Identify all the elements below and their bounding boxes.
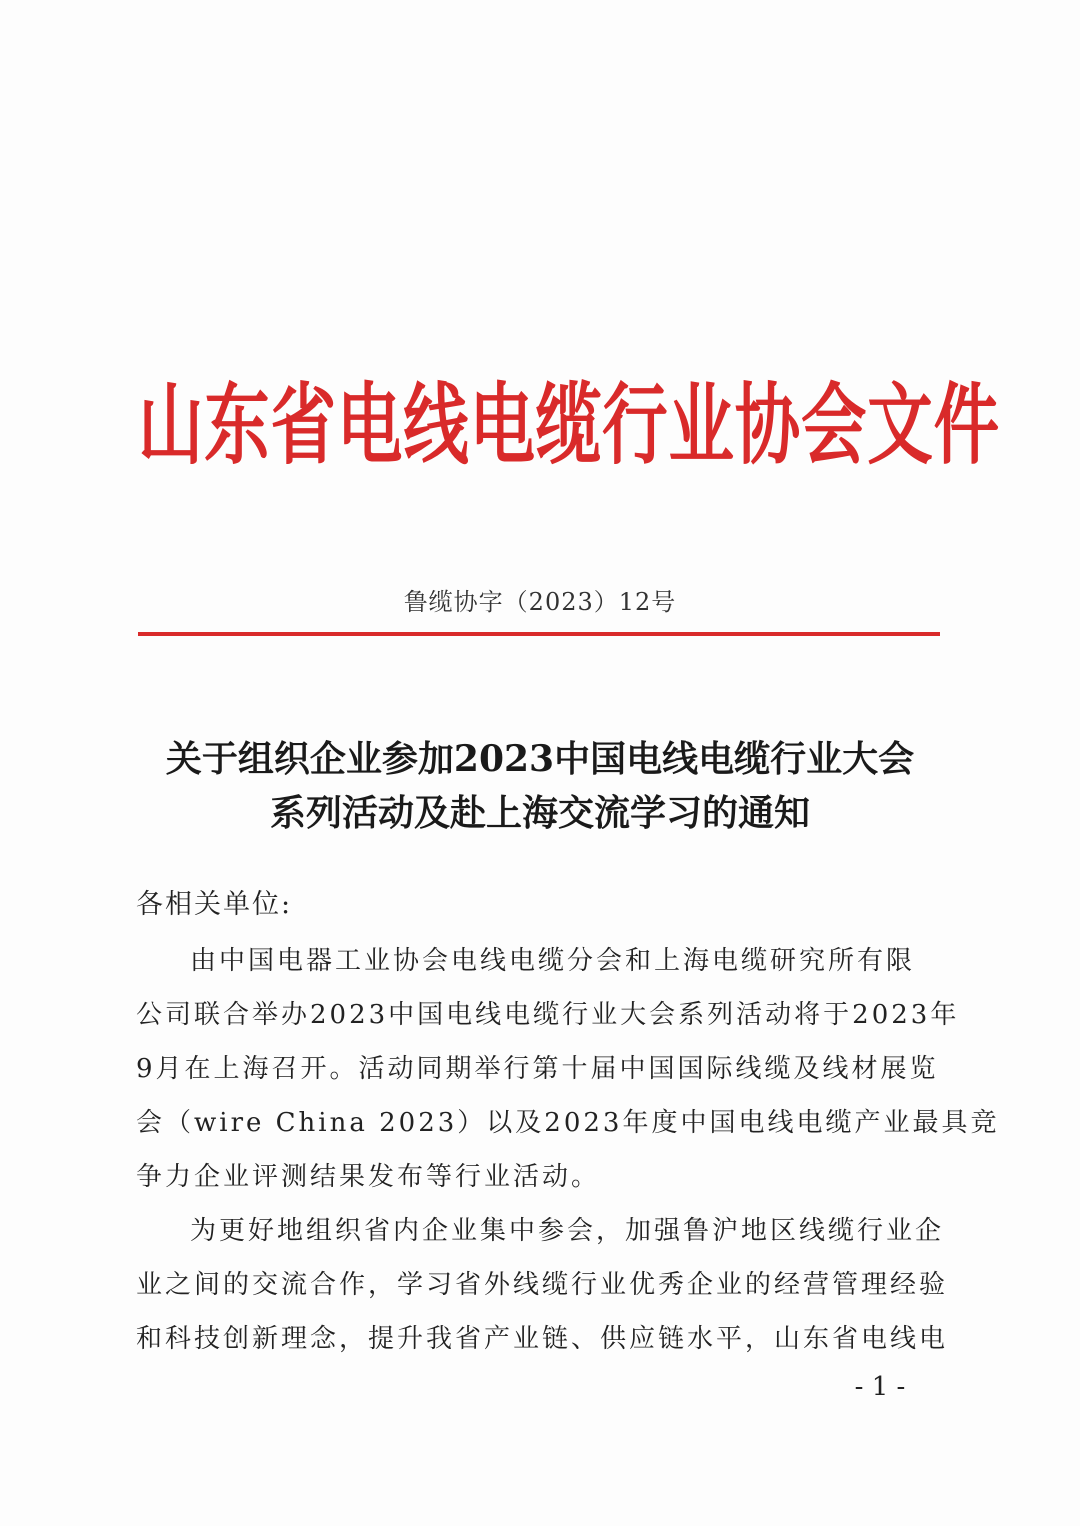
notice-title-line-1: 关于组织企业参加2023中国电线电缆行业大会 <box>165 738 915 780</box>
document-number: 鲁缆协字（2023）12号 <box>403 588 677 616</box>
organization-header-title: 山东省电线电缆行业协会文件 <box>138 373 1000 477</box>
paragraph-line: 9月在上海召开。活动同期举行第十届中国国际线缆及线材展览 <box>136 1054 939 1084</box>
body-paragraph-2 <box>136 1204 949 1366</box>
paragraph-line: 公司联合举办2023中国电线电缆行业大会系列活动将于2023年 <box>136 1000 960 1030</box>
paragraph-line: 业之间的交流合作，学习省外线缆行业优秀企业的经营管理经验 <box>136 1270 949 1300</box>
notice-title-line-2: 系列活动及赴上海交流学习的通知 <box>269 792 810 834</box>
paragraph-line: 会（wire China 2023）以及2023年度中国电线电缆产业最具竞 <box>136 1108 1000 1138</box>
salutation: 各相关单位: <box>136 889 293 920</box>
paragraph-line: 为更好地组织省内企业集中参会，加强鲁沪地区线缆行业企 <box>190 1216 945 1246</box>
notice-title <box>0 732 1080 840</box>
paragraph-line: 争力企业评测结果发布等行业活动。 <box>136 1162 601 1192</box>
page-number: - 1 - <box>854 1372 906 1402</box>
paragraph-line: 和科技创新理念，提升我省产业链、供应链水平，山东省电线电 <box>136 1324 949 1354</box>
red-divider-rule <box>138 632 940 636</box>
paragraph-line: 由中国电器工业协会电线电缆分会和上海电缆研究所有限 <box>190 946 916 976</box>
body-paragraph-1 <box>136 934 1000 1204</box>
